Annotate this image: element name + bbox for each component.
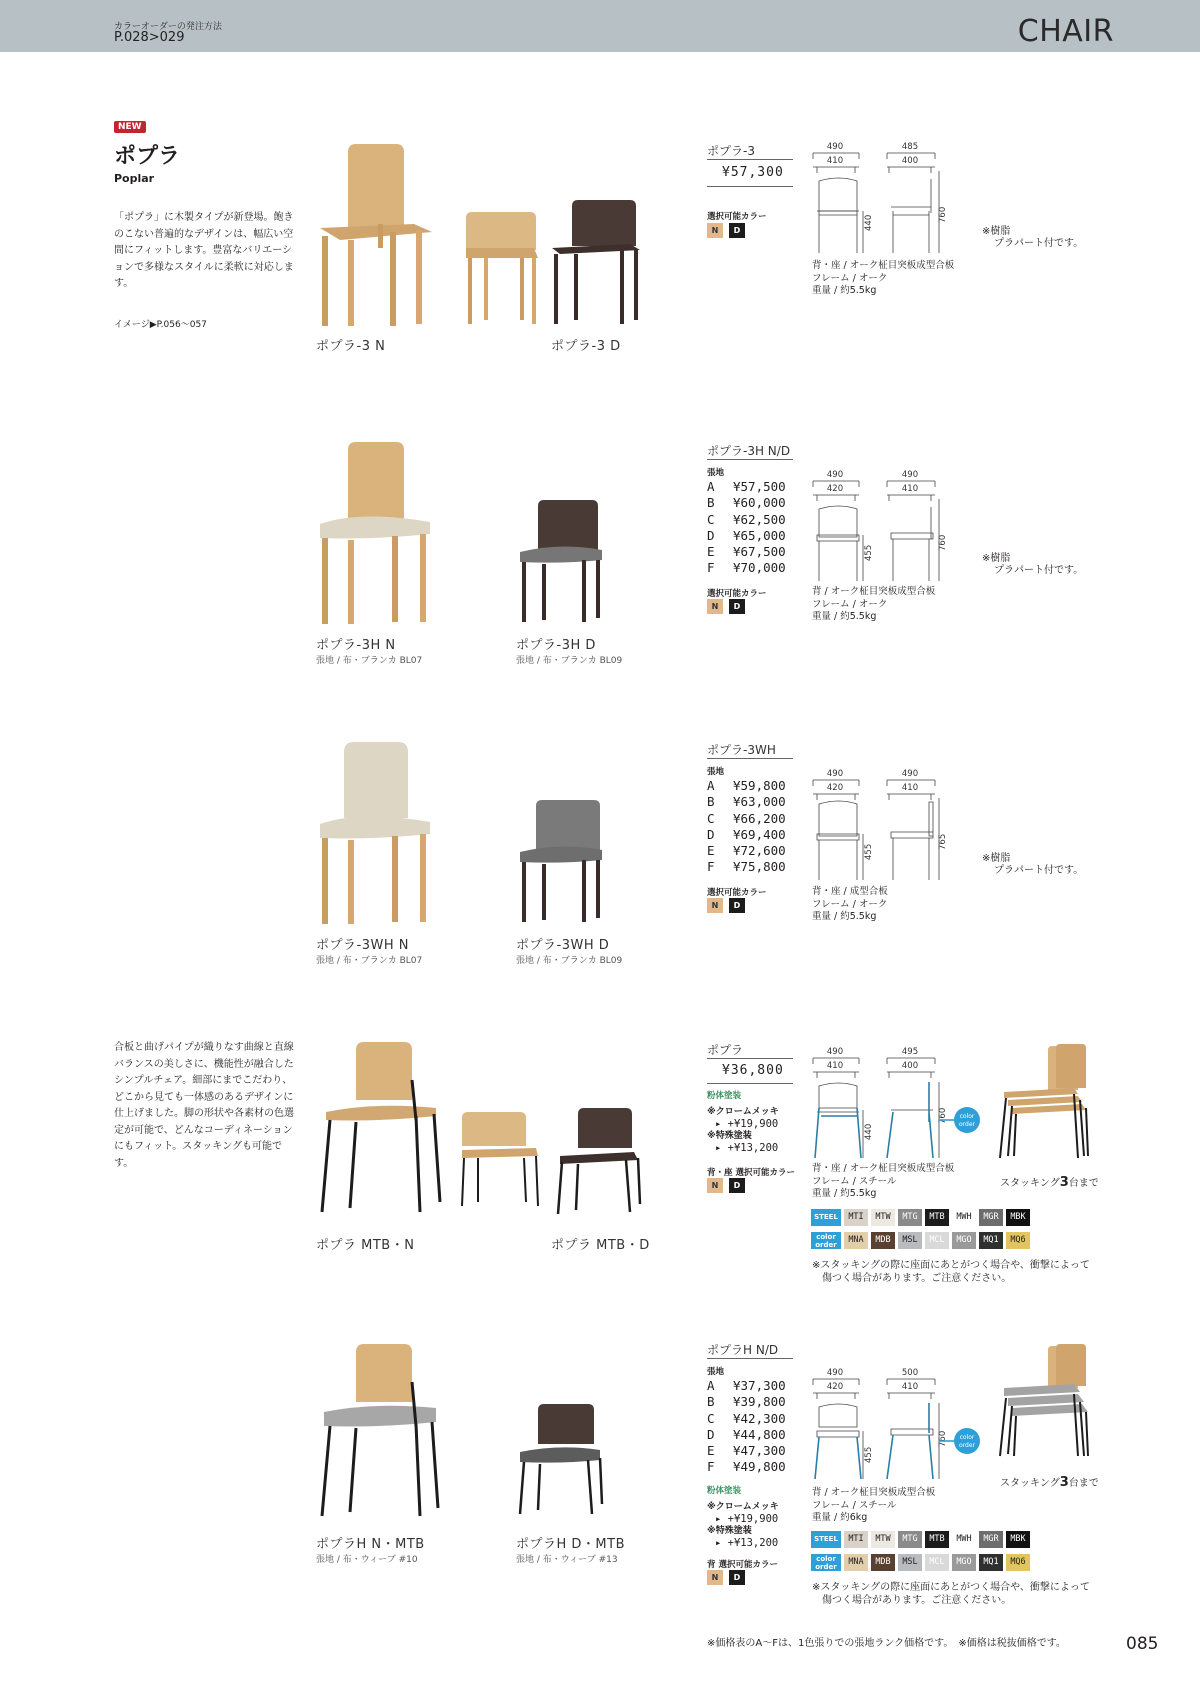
dim-seat: 440: [864, 1123, 874, 1140]
spec-materials: [812, 886, 888, 924]
chair-image-poplarh-n-mtb: [318, 1342, 444, 1518]
category-title: CHAIR: [1017, 14, 1114, 49]
dim-seat: 455: [864, 843, 874, 860]
swatch-natural[interactable]: N: [707, 1178, 723, 1193]
color-label: 選択可能カラー: [707, 888, 767, 898]
color-label: 選択可能カラー: [707, 212, 767, 222]
price-row: A ¥59,800: [707, 778, 786, 793]
chair-image-poplarh-d-mtb: [518, 1402, 606, 1516]
svg-text:order: order: [959, 1442, 975, 1449]
price-row: A ¥37,300: [707, 1378, 786, 1393]
chair-image-poplar3h-n: [316, 440, 436, 625]
price: ¥36,800: [722, 1063, 784, 1078]
chair-image-poplar3-n-small: [462, 208, 542, 326]
order-swatch[interactable]: MQ6: [1006, 1232, 1030, 1249]
price-row: C ¥62,500: [707, 511, 786, 527]
fabric-label: 張地: [707, 767, 725, 777]
steel-swatch[interactable]: MTG: [898, 1209, 922, 1226]
order-color-bar: [811, 1232, 1030, 1249]
header-bar: [0, 0, 1200, 52]
caption-poplar3-d: ポプラ-3 D: [551, 339, 621, 354]
color-label: 選択可能カラー: [707, 589, 767, 599]
model-divider: [707, 758, 793, 759]
swatch-natural[interactable]: N: [707, 1570, 723, 1585]
dim-w1: 490: [826, 470, 844, 480]
dim-w1: 490: [826, 142, 844, 152]
price-row: E ¥72,600: [707, 843, 786, 859]
order-swatch[interactable]: MQ6: [1006, 1554, 1030, 1571]
spec-line: 背・座 / オーク柾目突板成型合板: [812, 260, 955, 271]
dim-w2: 410: [826, 156, 844, 166]
price-row: F ¥75,800: [707, 859, 786, 875]
dim-w2: 420: [826, 484, 844, 494]
order-swatch[interactable]: MSL: [898, 1554, 922, 1571]
dim-seat: 440: [864, 214, 874, 231]
dimension-drawing: [805, 469, 965, 584]
svg-text:color: color: [959, 1434, 975, 1441]
chair-image-poplar3wh-d: [518, 798, 606, 924]
stacking-notice: ※スタッキングの際に座面にあとがつく場合や、衝撃によって: [812, 1260, 1090, 1271]
steel-color-bar: [811, 1531, 1030, 1548]
spec-line: 背・座 / 成型合板: [812, 886, 888, 897]
header-sub: カラーオーダーの発注方法: [114, 22, 222, 32]
price-row: F ¥49,800: [707, 1459, 786, 1475]
dim-w4: 400: [901, 156, 919, 166]
price-row: F ¥70,000: [707, 560, 786, 576]
dim-height: 760: [938, 1107, 948, 1124]
order-swatch[interactable]: MGO: [952, 1554, 976, 1571]
color-label: 背 選択可能カラー: [707, 1560, 778, 1570]
dim-w3: 500: [901, 1368, 919, 1378]
steel-swatch[interactable]: MBK: [1006, 1209, 1030, 1226]
price-row: B ¥39,800: [707, 1394, 786, 1410]
swatch-natural[interactable]: N: [707, 898, 723, 913]
spec-line: 背 / オーク柾目突板成型合板: [812, 1487, 936, 1498]
intro-text: 「ポプラ」に木製タイプが新登場。飽きのこない普遍的なデザインは、幅広い空間にフィットします。豊富なバリエーションで多様なスタイルに柔軟に対応します。: [114, 212, 294, 289]
spec-line: 重量 / 約5.5kg: [812, 1188, 877, 1199]
spec-line: フレーム / スチール: [812, 1499, 897, 1511]
image-reference[interactable]: イメージ▶P.056～057: [114, 320, 207, 330]
page-number: 085: [1126, 1634, 1159, 1654]
stacked-chairs-image: [998, 1042, 1093, 1160]
chair-image-poplar-mtb-d: [556, 1106, 642, 1216]
swatch-dark[interactable]: D: [729, 223, 745, 238]
order-swatch[interactable]: MDB: [871, 1554, 895, 1571]
price-divider: [707, 1083, 793, 1084]
model-name: ポプラ-3H N/D: [707, 444, 791, 458]
swatch-natural[interactable]: N: [707, 223, 723, 238]
spec-materials: [812, 586, 935, 624]
stacking-note: スタッキング3台まで: [1000, 1175, 1099, 1190]
dimension-drawing: [805, 1046, 990, 1161]
chair-image-poplar3-d: [550, 198, 642, 326]
product-title: ポプラ: [114, 144, 181, 169]
dim-w2: 420: [826, 783, 844, 793]
order-swatch[interactable]: MSL: [898, 1232, 922, 1249]
steel-swatch[interactable]: MBK: [1006, 1531, 1030, 1548]
resin-note-2: プラパート付です。: [994, 565, 1084, 576]
caption-fabric: 張地 / 布・ブランカ BL09: [516, 656, 623, 666]
color-label: 背・座 選択可能カラー: [707, 1168, 795, 1178]
dimension-drawing: [805, 768, 965, 883]
stacking-notice-2: 傷つく場合があります。ご注意ください。: [822, 1273, 1012, 1284]
svg-text:color: color: [959, 1113, 975, 1120]
color-order-label: color order: [811, 1232, 841, 1249]
caption-fabric: 張地 / 布・ブランカ BL07: [316, 956, 423, 966]
dim-seat: 455: [864, 1446, 874, 1463]
swatch-dark[interactable]: D: [729, 599, 745, 614]
dim-height: 760: [938, 534, 948, 551]
fabric-label: 張地: [707, 468, 725, 478]
caption-poplar3wh-n: ポプラ-3WH N: [316, 938, 409, 953]
product-subtitle: Poplar: [114, 172, 155, 185]
dimension-drawing: [805, 1367, 990, 1482]
order-swatch[interactable]: MCL: [925, 1554, 949, 1571]
spec-line: 重量 / 約6kg: [812, 1512, 868, 1523]
order-swatch[interactable]: MNA: [844, 1232, 868, 1249]
dim-w2: 410: [826, 1061, 844, 1071]
steel-swatch[interactable]: MTG: [898, 1531, 922, 1548]
color-order-label: color order: [811, 1554, 841, 1571]
steel-swatch[interactable]: MTI: [844, 1209, 868, 1226]
price-row: C ¥42,300: [707, 1410, 786, 1426]
resin-note: ※樹脂: [982, 226, 1011, 237]
resin-note: ※樹脂: [982, 553, 1011, 564]
spec-line: 重量 / 約5.5kg: [812, 911, 877, 922]
order-swatch[interactable]: MGO: [952, 1232, 976, 1249]
dim-w4: 400: [901, 1061, 919, 1071]
steel-swatch[interactable]: MGR: [979, 1209, 1003, 1226]
header-pages[interactable]: P.028>029: [114, 30, 185, 45]
swatch-dark[interactable]: D: [729, 1178, 745, 1193]
stacked-chairs-image: [998, 1342, 1093, 1458]
price-table: [707, 479, 786, 577]
steel-swatch[interactable]: MGR: [979, 1531, 1003, 1548]
price-row: D ¥44,800: [707, 1426, 786, 1442]
resin-note: ※樹脂: [982, 853, 1011, 864]
price: ¥57,300: [722, 165, 784, 180]
steel-swatch[interactable]: MTI: [844, 1531, 868, 1548]
spec-line: フレーム / オーク: [812, 898, 888, 910]
steel-color-bar: [811, 1209, 1030, 1226]
coating-label: 粉体塗装: [707, 1486, 742, 1496]
new-badge: NEW: [114, 121, 146, 133]
spec-materials: [812, 260, 954, 298]
steel-label: STEEL: [811, 1209, 841, 1226]
price-divider: [707, 186, 793, 187]
dim-w4: 410: [901, 484, 919, 494]
swatch-dark[interactable]: D: [729, 898, 745, 913]
steel-swatch[interactable]: MTW: [871, 1531, 895, 1548]
caption-poplarh-n: ポプラH N・MTB: [316, 1537, 425, 1552]
caption-poplar3wh-d: ポプラ-3WH D: [516, 938, 610, 953]
order-swatch[interactable]: MDB: [871, 1232, 895, 1249]
order-swatch[interactable]: MNA: [844, 1554, 868, 1571]
footer-note: ※価格表のA～Fは、1色張りでの張地ランク価格です。 ※価格は税抜価格です。: [707, 1638, 1066, 1649]
spec-line: 重量 / 約5.5kg: [812, 285, 877, 296]
swatch-natural[interactable]: N: [707, 599, 723, 614]
stacking-notice-2: 傷つく場合があります。ご注意ください。: [822, 1595, 1012, 1606]
spec-materials: [812, 1487, 935, 1525]
model-name: ポプラ-3WH: [707, 743, 776, 757]
caption-poplarh-d: ポプラH D・MTB: [516, 1537, 625, 1552]
option-chrome: ※クロームメッキ ▸ +¥19,900 ※特殊塗装 ▸ +¥13,200: [707, 1107, 779, 1154]
steel-label: STEEL: [811, 1531, 841, 1548]
price-row: E ¥47,300: [707, 1443, 786, 1459]
dim-w1: 490: [826, 1368, 844, 1378]
model-divider: [707, 159, 793, 160]
caption-poplar3h-d: ポプラ-3H D: [516, 638, 596, 653]
caption-poplar-mtb-n: ポプラ MTB・N: [316, 1238, 415, 1253]
price-row: B ¥60,000: [707, 495, 786, 511]
caption-fabric: 張地 / 布・ウィーブ #10: [316, 1555, 418, 1565]
steel-swatch[interactable]: MWH: [952, 1531, 976, 1548]
caption-poplar3h-n: ポプラ-3H N: [316, 638, 396, 653]
svg-text:order: order: [959, 1121, 975, 1128]
caption-fabric: 張地 / 布・ブランカ BL07: [316, 656, 423, 666]
dimension-drawing: [805, 141, 965, 256]
model-name: ポプラ: [707, 1043, 744, 1057]
dim-w3: 485: [901, 142, 919, 152]
resin-note-2: プラパート付です。: [994, 238, 1084, 249]
spec-materials: [812, 1163, 954, 1201]
price-row: A ¥57,500: [707, 479, 786, 494]
dim-w3: 490: [901, 769, 919, 779]
price-table: [707, 778, 786, 876]
chair-image-poplar3-n: [316, 142, 436, 328]
price-table: [707, 1378, 786, 1476]
chair-image-poplar3h-d: [518, 498, 606, 624]
model-divider: [707, 1058, 793, 1059]
dim-height: 765: [938, 833, 948, 850]
price-row: B ¥63,000: [707, 794, 786, 810]
order-color-bar: [811, 1554, 1030, 1571]
dim-w3: 495: [901, 1047, 919, 1057]
model-name: ポプラ-3: [707, 144, 755, 158]
spec-line: フレーム / スチール: [812, 1175, 897, 1187]
dim-seat: 455: [864, 544, 874, 561]
model-divider: [707, 459, 793, 460]
spec-line: 背・座 / オーク柾目突板成型合板: [812, 1163, 955, 1174]
price-row: E ¥67,500: [707, 544, 786, 560]
chair-image-poplar-mtb-n: [316, 1040, 446, 1215]
spec-line: 重量 / 約5.5kg: [812, 611, 877, 622]
dim-w1: 490: [826, 769, 844, 779]
order-swatch[interactable]: MQ1: [979, 1554, 1003, 1571]
steel-swatch[interactable]: MTB: [925, 1531, 949, 1548]
price-row: D ¥65,000: [707, 527, 786, 543]
steel-swatch[interactable]: MWH: [952, 1209, 976, 1226]
order-swatch[interactable]: MQ1: [979, 1232, 1003, 1249]
dim-w4: 410: [901, 1382, 919, 1392]
dim-w4: 410: [901, 783, 919, 793]
swatch-dark[interactable]: D: [729, 1570, 745, 1585]
caption-fabric: 張地 / 布・ブランカ BL09: [516, 956, 623, 966]
model-name: ポプラH N/D: [707, 1343, 779, 1357]
stacking-notice: ※スタッキングの際に座面にあとがつく場合や、衝撃によって: [812, 1582, 1090, 1593]
steel-swatch[interactable]: MTB: [925, 1209, 949, 1226]
caption-fabric: 張地 / 布・ウィーブ #13: [516, 1555, 618, 1565]
coating-label: 粉体塗装: [707, 1091, 742, 1101]
price-row: C ¥66,200: [707, 810, 786, 826]
steel-swatch[interactable]: MTW: [871, 1209, 895, 1226]
spec-line: 背 / オーク柾目突板成型合板: [812, 586, 936, 597]
dim-w3: 490: [901, 470, 919, 480]
order-swatch[interactable]: MCL: [925, 1232, 949, 1249]
resin-note-2: プラパート付です。: [994, 865, 1084, 876]
spec-line: フレーム / オーク: [812, 272, 888, 284]
chair-image-poplar-mtb-n-small: [460, 1108, 542, 1208]
model-divider: [707, 1358, 793, 1359]
dim-w1: 490: [826, 1047, 844, 1057]
chair-image-poplar3wh-n: [316, 740, 436, 925]
fabric-label: 張地: [707, 1367, 725, 1377]
dim-height: 760: [938, 1430, 948, 1447]
caption-poplar3-n: ポプラ-3 N: [316, 339, 386, 354]
intro-text-2: 合板と曲げパイプが織りなす曲線と直線バランスの美しさに、機能性が融合したシンプルチェア。細部にまでこだわり、どこから見ても一体感のあるデザインに仕上げました。脚の形状や各素材の色選定が可能で、どんなコーディネーションにもフィット。スタッキングも可能です。: [114, 1042, 294, 1169]
stacking-note: スタッキング3台まで: [1000, 1475, 1099, 1490]
option-chrome: ※クロームメッキ ▸ +¥19,900 ※特殊塗装 ▸ +¥13,200: [707, 1502, 779, 1549]
price-row: D ¥69,400: [707, 826, 786, 842]
dim-w2: 420: [826, 1382, 844, 1392]
spec-line: フレーム / オーク: [812, 598, 888, 610]
caption-poplar-mtb-d: ポプラ MTB・D: [551, 1238, 650, 1253]
dim-height: 760: [938, 206, 948, 223]
